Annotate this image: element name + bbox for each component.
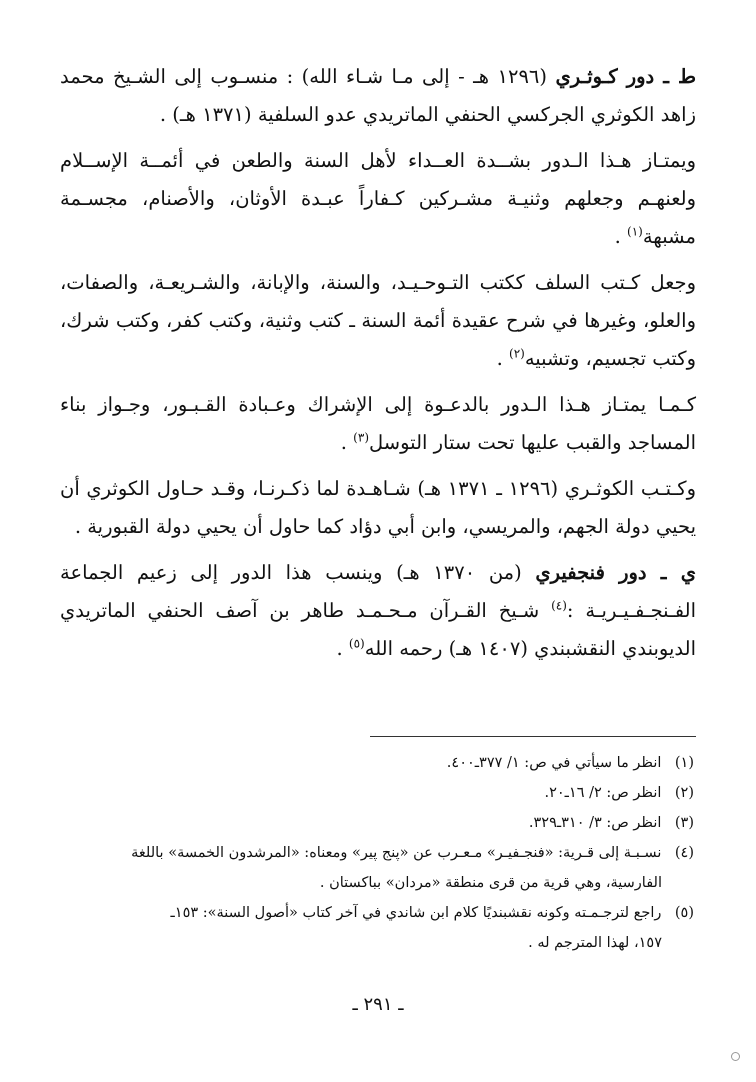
footnote-item [80, 898, 694, 958]
footnote-number: (٤) [674, 845, 694, 861]
paragraph-end: . [336, 637, 349, 660]
footnote-item [80, 838, 694, 898]
footnote-text-continued: الفارسية، وهي قرية من قرى منطقة «مردان» بباكستان . [319, 875, 662, 891]
footnote-divider [370, 736, 696, 737]
footnote-item [80, 778, 694, 808]
paragraph-salaf-books [60, 264, 696, 378]
paragraph-end: . [496, 347, 509, 370]
paragraph-text: (١٢٩٦ هـ - إلى مـا شـاء الله) : منسـوب إلى الشـيخ محمد زاهد الكوثري الجركسي الحنفي الماتريدي عدو السلفية (١٣٧١ هـ) . [60, 65, 696, 126]
footnote-marker[interactable]: (٣) [353, 430, 369, 445]
footnote-text: انظر ص: ٢/ ١٦ـ٢٠. [544, 785, 662, 801]
paragraph-graves [60, 386, 696, 462]
paragraph-text: ويمتـاز هـذا الـدور بشــدة العــداء لأهل السنة والطعن في أئمــة الإســلام ولعنهـم وجعلهم وثنيـة مشـركين كـفاراً عبـدة الأوثان، والأصنام، مجسـمة مشبهة [60, 149, 696, 248]
main-text [60, 58, 696, 676]
footnote-text: راجع لترجـمـته وكونه نقشبنديًا كلام ابن شاندي في آخر كتاب «أصول السنة»: ١٥٣ـ [170, 905, 662, 921]
paragraph-hostility [60, 142, 696, 256]
section-heading-panjpiri: ي ـ دور فنجفيري [535, 561, 696, 584]
paragraph-kawthari-era [60, 58, 696, 134]
footnote-marker[interactable]: (٥) [348, 636, 365, 651]
paragraph-text-continued: شـيخ القـرآن مـحـمـد طاهر بن آصف الحنفي الماتريدي الديوبندي النقشبندي (١٤٠٧ هـ) رحمه الله [60, 599, 696, 660]
footnotes [80, 748, 694, 958]
paragraph-end: . [614, 225, 627, 248]
paragraph-panjpiri-era [60, 554, 696, 668]
paragraph-text: وكـتـب الكوثـري (١٢٩٦ ـ ١٣٧١ هـ) شـاهـدة لما ذكـرنـا، وقـد حـاول الكوثري أن يحيي دولة الجهم، والمريسي، وابن أبي دؤاد كما حاول أن يحيي دولة القبورية . [60, 477, 696, 538]
footnote-text: نسـبـة إلى قـرية: «فنجـفيـر» مـعـرب عن «پنج پير» ومعناه: «المرشدون الخمسة» باللغة [131, 845, 662, 861]
paragraph-end: . [340, 431, 354, 454]
paragraph-text: كـمـا يمتـاز هـذا الـدور بالدعـوة إلى الإشراك وعـبادة القـبـور، وجـواز بناء المساجد والقبب عليها تحت ستار التوسل [60, 393, 696, 454]
footnote-text: انظر ص: ٣/ ٣١٠ـ٣٢٩. [528, 815, 662, 831]
paragraph-text: وجعل كـتب السلف ككتب التـوحـيـد، والسنة، والإبانة، والشـريعـة، والصفات، والعلو، وغيرها في شرح عقيدة أئمة السنة ـ كتب وثنية، وكتب كفر، وكتب شرك، وكتب تجسيم، وتشبيه [60, 271, 696, 370]
paragraph-kawthari-books [60, 470, 696, 546]
footnote-text: انظر ما سيأتي في ص: ١/ ٣٧٧ـ٤٠٠. [446, 755, 662, 771]
footnote-number: (٥) [674, 905, 694, 921]
paragraph-text: (من ١٣٧٠ هـ) وينسب هذا الدور إلى زعيم الجماعة الفـنجـفـيـريـة : [60, 561, 697, 622]
footnote-item [80, 748, 694, 778]
footnote-number: (١) [674, 755, 694, 771]
footnote-marker[interactable]: (١) [627, 224, 643, 239]
footnote-marker[interactable]: (٤) [551, 598, 567, 613]
footnote-text-continued: ١٥٧، لهذا المترجم له . [528, 935, 662, 951]
page-number: ـ ٢٩١ ـ [352, 994, 404, 1015]
footnote-marker[interactable]: (٢) [509, 346, 525, 361]
scan-mark [731, 1052, 740, 1061]
footnote-item [80, 808, 694, 838]
footnote-number: (٢) [674, 785, 694, 801]
section-heading-kawthari: ط ـ دور كـوثـري [555, 65, 696, 88]
footnote-number: (٣) [674, 815, 694, 831]
